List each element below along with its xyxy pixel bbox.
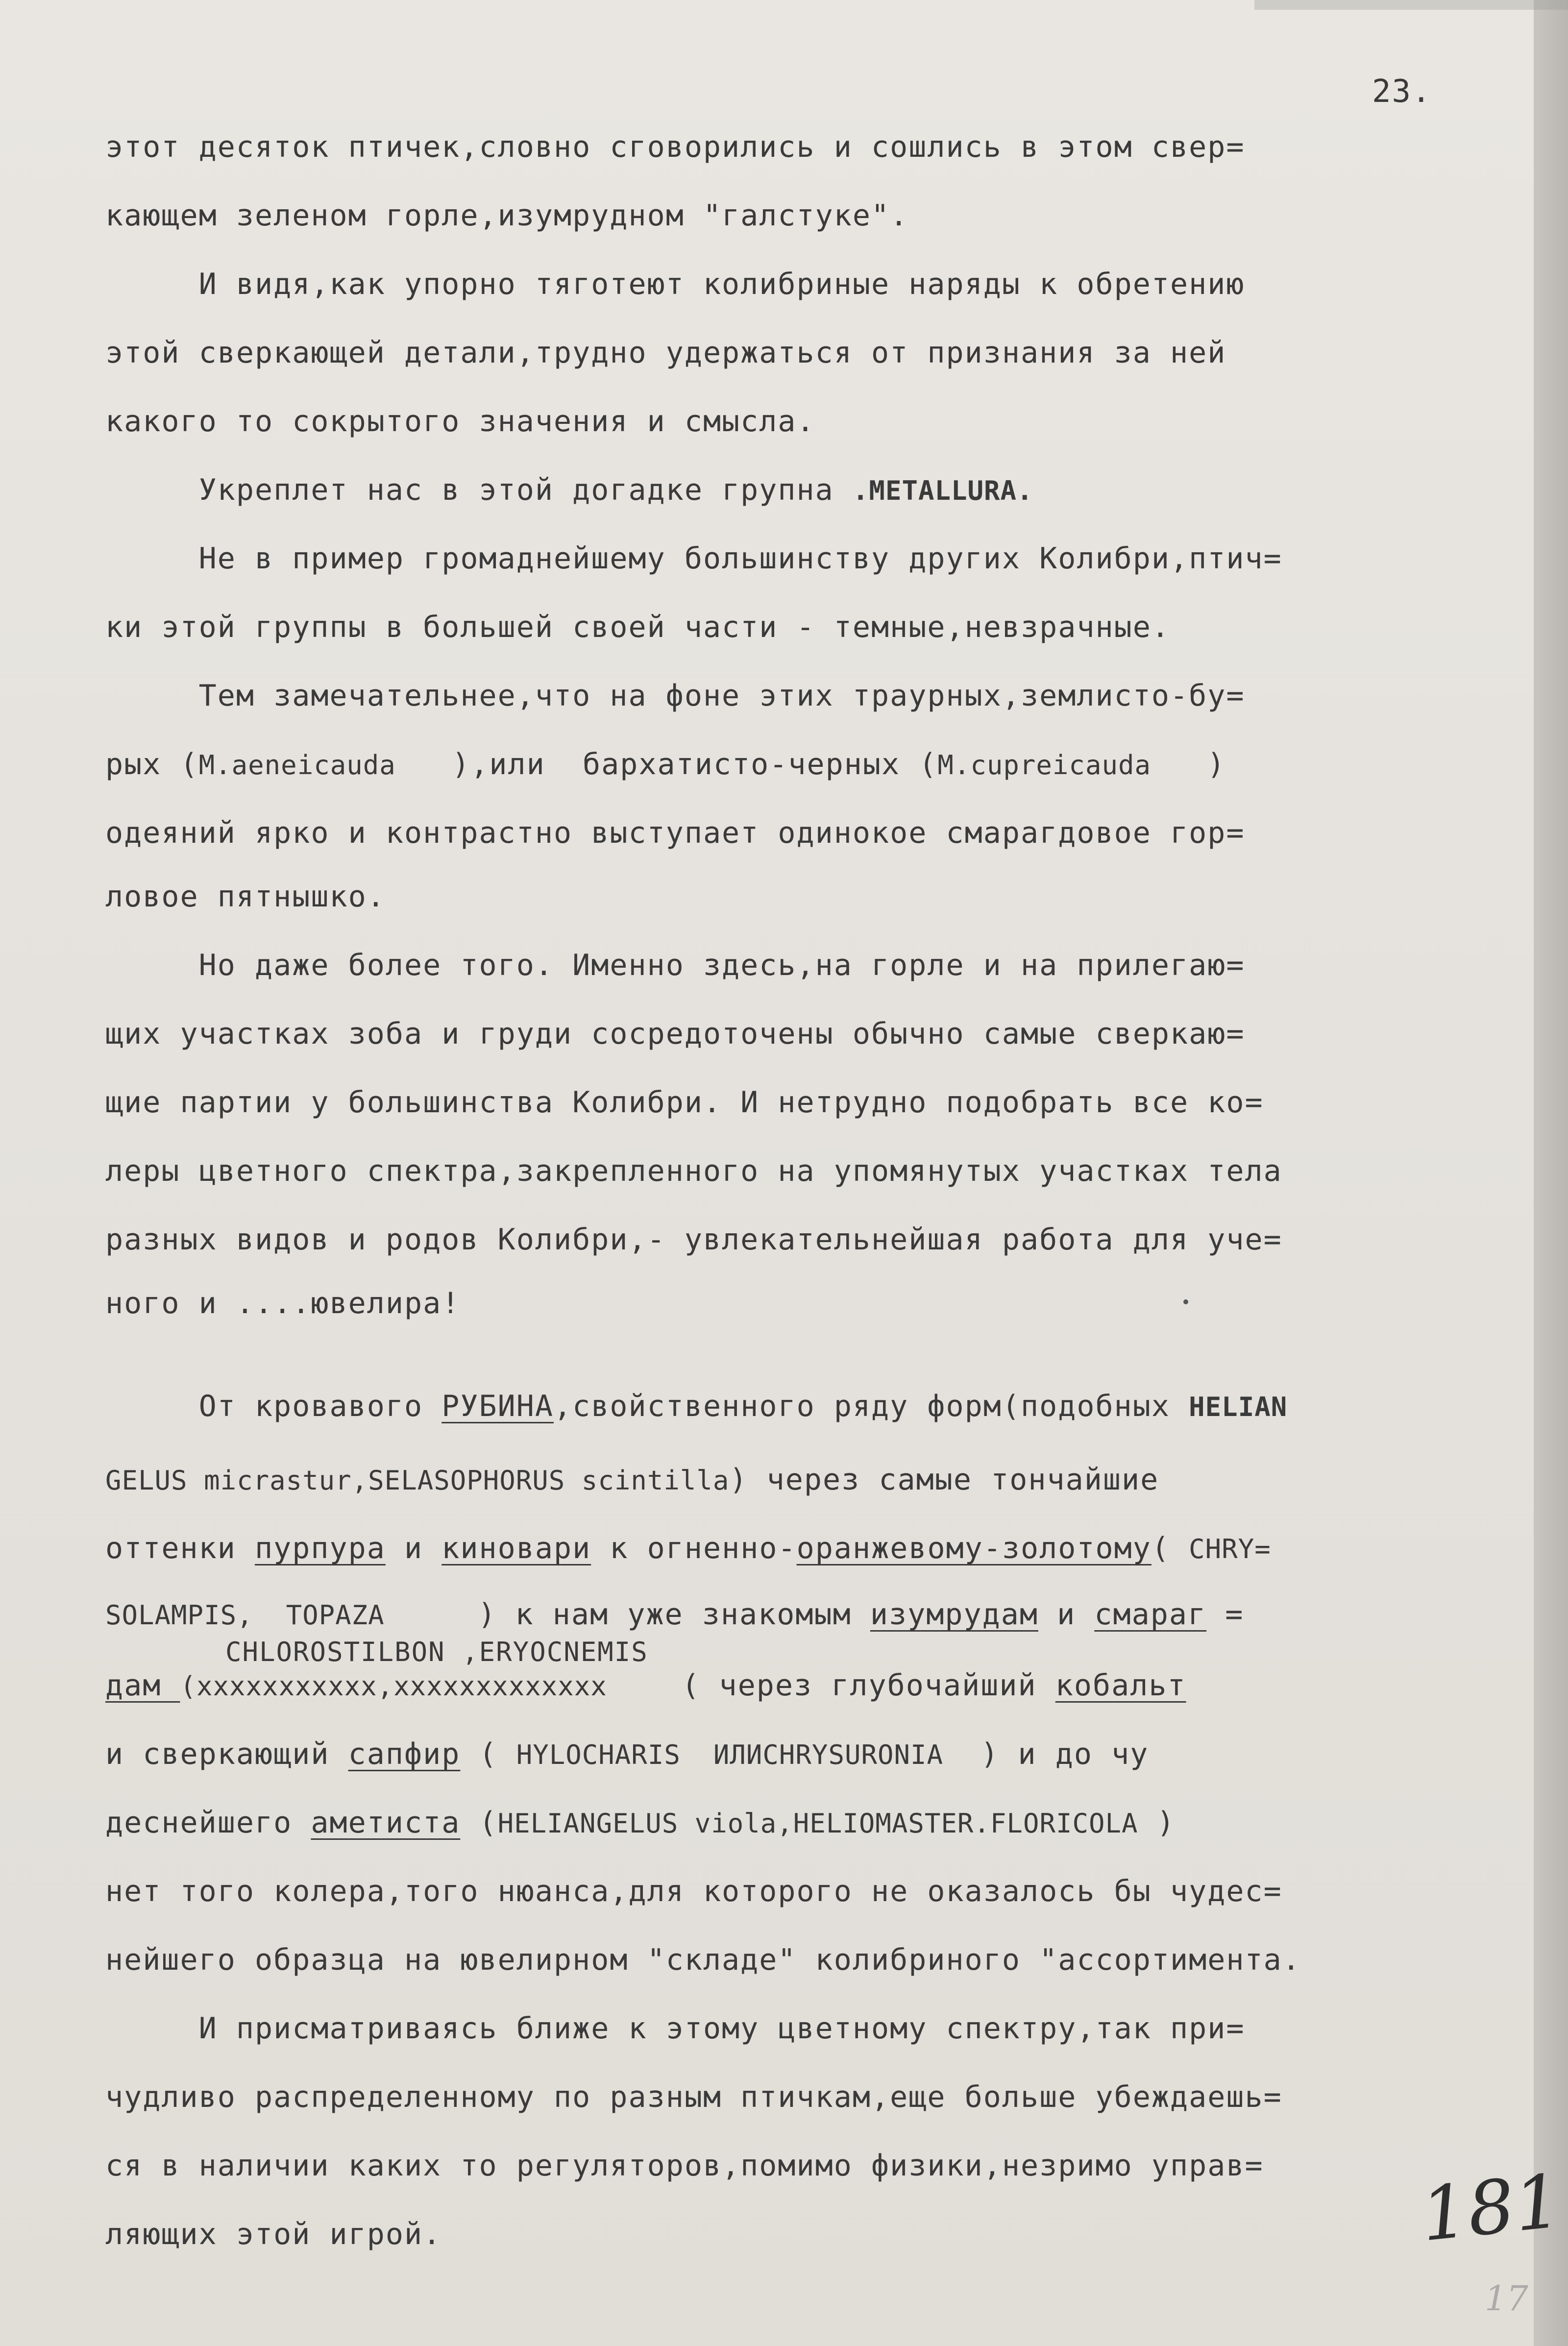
p2-line-3-b: и bbox=[385, 1531, 442, 1565]
p2-line-7-latin: HELIANGELUS viola,HELIOMASTER.FLORICOLA bbox=[497, 1808, 1138, 1839]
word-dam: дам bbox=[105, 1668, 180, 1703]
word-purpura: пурпура bbox=[254, 1531, 386, 1565]
p2-line-2 bbox=[105, 1463, 1159, 1497]
p2-line-1-b: ,свойственного ряду форм(подобных bbox=[553, 1389, 1189, 1423]
p2-line-4-latin: SOLAMPIS, TOPAZA bbox=[105, 1600, 385, 1631]
text-line-8: ки этой группы в большей своей части - темные,невзрачные. bbox=[105, 610, 1171, 644]
overtyped-latin: CHLOROSTILBON ,ERYOCNEMIS bbox=[225, 1637, 648, 1667]
species-cupreicauda: M.cupreicauda bbox=[937, 750, 1151, 781]
text-line-16: леры цветного спектра,закрепленного на упомянутых участках тела bbox=[105, 1154, 1282, 1188]
text-line-10-mid: ),или бархатисто-черных ( bbox=[395, 747, 938, 782]
text-line-6-start: Укреплет нас в этой догадке групна bbox=[105, 473, 853, 507]
text-line-15: щие партии у большинства Колибри. И нетрудно подобрать все ко= bbox=[105, 1085, 1264, 1120]
p2-line-6-a: и сверкающий bbox=[105, 1737, 348, 1771]
text-line-10-end: ) bbox=[1151, 747, 1226, 782]
p2-line-7-a: деснейшего bbox=[105, 1806, 311, 1840]
text-line-4: этой сверкающей детали,трудно удержаться от признания за ней bbox=[105, 336, 1226, 370]
p2-line-6-latin: HYLOCHARIS ИЛИCHRYSURONIA bbox=[516, 1739, 944, 1770]
p2-line-2-b: ) через самые тончайшие bbox=[729, 1463, 1159, 1497]
p2-line-4-d: = bbox=[1206, 1597, 1244, 1632]
p2-line-9: нейшего образца на ювелирном "складе" колибриного "ассортимента. bbox=[105, 1943, 1301, 1977]
text-line-11: одеяний ярко и контрастно выступает одинокое смарагдовое гор= bbox=[105, 816, 1245, 850]
p2-line-4-b: ) к нам уже знакомым bbox=[384, 1597, 870, 1632]
p2-line-1-a: От кровавого bbox=[105, 1389, 442, 1423]
word-kinovar: киновари bbox=[441, 1531, 591, 1565]
p2-line-7-c: ) bbox=[1138, 1806, 1176, 1840]
text-line-14: щих участках зоба и груди сосредоточены обычно самые сверкаю= bbox=[105, 1017, 1245, 1051]
p2-line-1 bbox=[105, 1389, 1288, 1423]
p2-line-1-latin: HELIAN bbox=[1189, 1392, 1288, 1422]
text-line-13: Но даже более того. Именно здесь,на горле и на прилегаю= bbox=[105, 948, 1245, 982]
text-line-1: этот десяток птичек,словно сговорились и сошлись в этом свер= bbox=[105, 130, 1245, 164]
top-edge-strip bbox=[1254, 0, 1568, 10]
species-aeneicauda: M.aeneicauda bbox=[198, 750, 396, 781]
word-izumrud: изумрудам bbox=[870, 1597, 1038, 1632]
struck-text: (xxxxxxxxxxx,xxxxxxxxxxxxx bbox=[180, 1671, 607, 1702]
p2-line-5 bbox=[105, 1668, 1186, 1703]
stray-dot bbox=[1183, 1299, 1188, 1304]
p2-line-10: И присматриваясь ближе к этому цветному спектру,так при= bbox=[105, 2011, 1245, 2046]
p2-line-3 bbox=[105, 1531, 1271, 1565]
word-orange-gold: оранжевому-золотому bbox=[796, 1531, 1152, 1565]
text-line-2: кающем зеленом горле,изумрудном "галстуке". bbox=[105, 198, 909, 233]
p2-line-3-latin: CHRY= bbox=[1189, 1534, 1271, 1564]
text-line-7: Не в пример громаднейшему большинству других Колибри,птич= bbox=[105, 541, 1282, 576]
word-ametist: аметиста bbox=[311, 1806, 461, 1840]
word-kobalt: кобальт bbox=[1055, 1668, 1186, 1703]
p2-line-2-latin: GELUS micrastur,SELASOPHORUS scintilla bbox=[105, 1465, 730, 1496]
p2-line-5-b: ( через глубочайший bbox=[607, 1668, 1055, 1703]
p2-line-3-d: ( bbox=[1151, 1531, 1189, 1565]
word-rubina: РУБИНА bbox=[441, 1389, 554, 1423]
word-smarag: смараг bbox=[1094, 1597, 1207, 1632]
p2-line-6-c: ) и до чу bbox=[943, 1737, 1149, 1771]
page-number: 23. bbox=[1372, 73, 1432, 110]
metallura-label: .METALLURA. bbox=[852, 475, 1033, 506]
p2-line-12: ся в наличии каких то регуляторов,помимо физики,незримо управ= bbox=[105, 2149, 1264, 2183]
word-sapfir: сапфир bbox=[348, 1737, 461, 1771]
text-line-6 bbox=[105, 475, 1033, 505]
p2-line-6 bbox=[105, 1739, 1149, 1769]
archive-number-faint: 17 bbox=[1485, 2278, 1529, 2319]
p2-line-6-b: ( bbox=[460, 1737, 516, 1771]
text-line-10-start: рых ( bbox=[105, 747, 199, 782]
p2-line-7-b: ( bbox=[460, 1806, 498, 1840]
text-line-18: ного и ....ювелира! bbox=[105, 1286, 461, 1320]
text-line-9: Тем замечательнее,что на фоне этих траурных,землисто-бу= bbox=[105, 679, 1245, 713]
p2-line-11: чудливо распределенному по разным птичкам,еще больше убеждаешь= bbox=[105, 2080, 1282, 2114]
text-line-17: разных видов и родов Колибри,- увлекательнейшая работа для уче= bbox=[105, 1222, 1282, 1257]
page-edge bbox=[1534, 0, 1568, 2346]
p2-line-4-c: и bbox=[1038, 1597, 1095, 1632]
p2-line-3-a: оттенки bbox=[105, 1531, 255, 1565]
p2-line-7 bbox=[105, 1806, 1176, 1840]
text-line-10 bbox=[105, 747, 1226, 782]
text-line-12: ловое пятнышко. bbox=[105, 880, 386, 914]
archive-number-handwritten: 181 bbox=[1417, 2158, 1566, 2258]
text-line-5: какого то сокрытого значения и смысла. bbox=[105, 404, 815, 439]
text-line-3: И видя,как упорно тяготеют колибриные наряды к обретению bbox=[105, 267, 1245, 301]
p2-line-4 bbox=[105, 1597, 1244, 1632]
p2-line-8: нет того колера,того нюанса,для которого не оказалось бы чудес= bbox=[105, 1874, 1282, 1908]
p2-line-3-c: к огненно- bbox=[591, 1531, 797, 1565]
p2-line-13: ляющих этой игрой. bbox=[105, 2217, 442, 2251]
